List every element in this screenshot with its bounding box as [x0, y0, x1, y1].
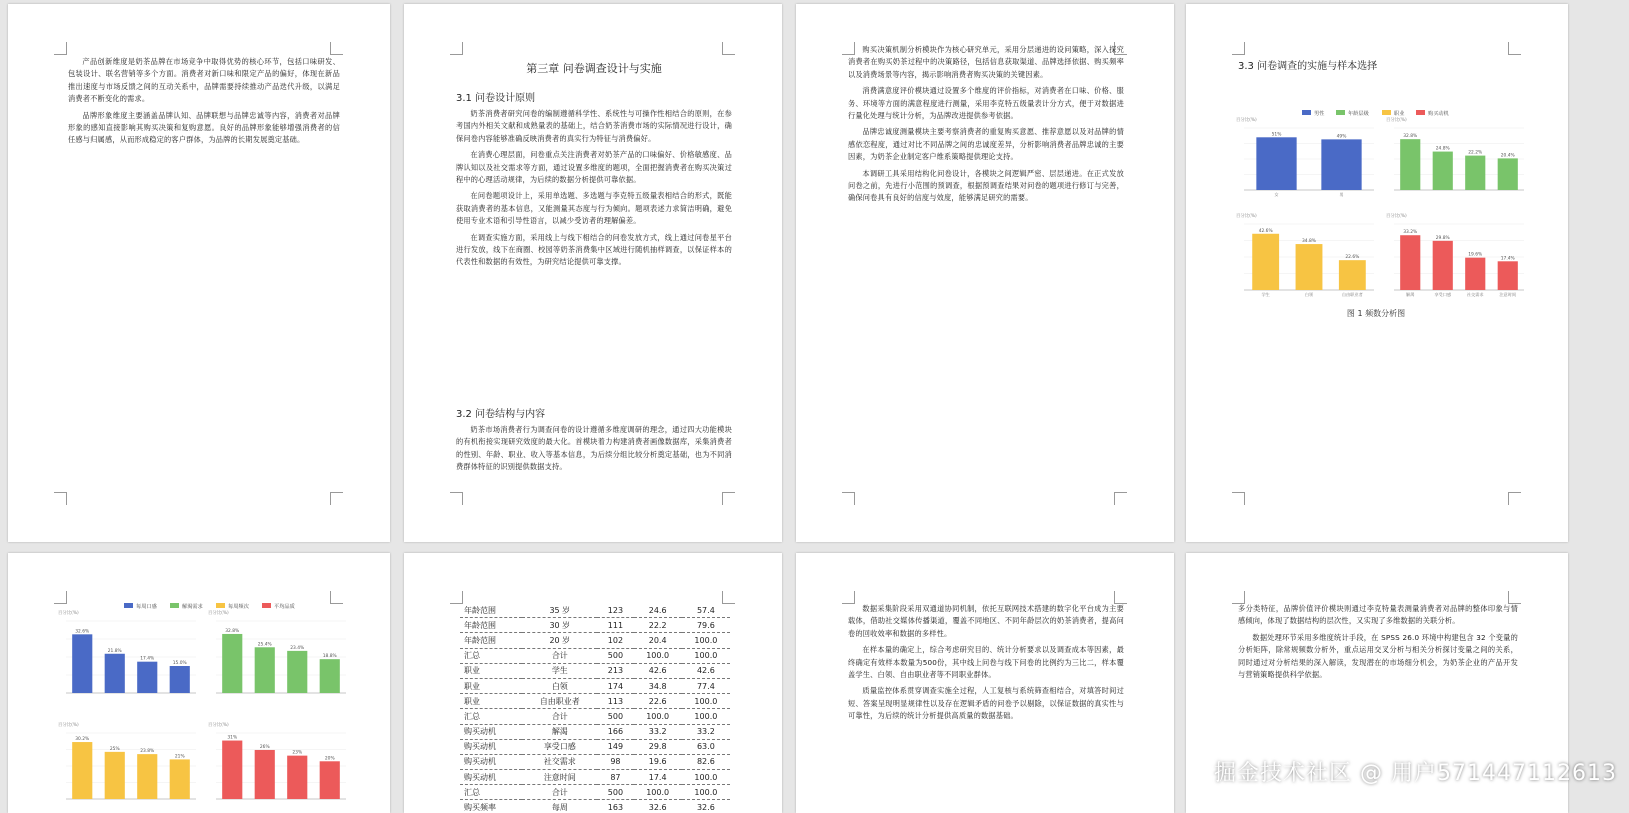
table-cell: 年龄范围	[460, 603, 522, 618]
data-label: 51%	[1271, 132, 1282, 138]
chart-bar	[255, 647, 275, 693]
crop-mark	[1232, 492, 1245, 505]
chart-bar	[137, 754, 157, 799]
table-cell: 学生	[522, 663, 597, 678]
x-tick-label: 解渴	[1406, 292, 1415, 297]
legend-label: 购买动机	[1428, 111, 1449, 117]
paragraph: 产品创新维度是奶茶品牌在市场竞争中取得优势的核心环节，包括口味研发、包装设计、联名营销等多个方面。消费者对新口味和限定产品的偏好，体现在新品推出速度与市场反馈之间的互动关系中，品牌需要持续推动产品迭代升级，以满足消费者不断变化的需求。	[68, 57, 340, 104]
table-cell: 35 岁	[522, 603, 597, 618]
table-cell: 174	[597, 678, 633, 693]
data-label: 32.6%	[75, 629, 90, 635]
y-axis-label: 百分比(%)	[1386, 118, 1407, 123]
chart-bar	[1339, 260, 1366, 290]
legend-swatch	[1382, 110, 1391, 115]
frequency-chart-figure	[1236, 108, 1526, 303]
frequency-chart-figure	[58, 601, 348, 811]
document-page-1	[8, 4, 390, 542]
chart-bar	[1252, 234, 1279, 290]
chart-bar	[1400, 139, 1420, 190]
table-cell: 42.6	[634, 663, 682, 678]
table-cell: 113	[597, 694, 633, 709]
table-cell: 34.8	[634, 678, 682, 693]
chart-bar	[1400, 235, 1420, 290]
table-cell: 102	[597, 633, 633, 648]
data-label: 23.4%	[290, 645, 305, 651]
figure-caption: 图 1 频数分析图	[1346, 309, 1406, 318]
chart-bar	[137, 662, 157, 693]
crop-mark	[722, 492, 735, 505]
chart-bar	[1256, 137, 1296, 190]
data-label: 34.8%	[1302, 239, 1316, 245]
table-cell: 汇总	[460, 709, 522, 724]
chart-panel	[1386, 212, 1524, 298]
paragraph: 奶茶消费者研究问卷的编制遵循科学性、系统性与可操作性相结合的原则，在参考国内外相关文献和成熟量表的基础上，结合奶茶消费市场的实际情况进行设计，确保问卷内容能够准确反映消费者的真实行为特征与消费偏好。	[456, 109, 732, 143]
chart-bar	[320, 761, 340, 799]
x-tick-label: 享受口感	[1434, 292, 1452, 297]
table-cell: 购买频率	[460, 800, 522, 813]
data-label: 29.8%	[1435, 235, 1450, 241]
table-row	[460, 724, 730, 739]
data-label: 24.8%	[1435, 146, 1450, 152]
table-cell: 166	[597, 724, 633, 739]
table-cell: 32.6	[634, 800, 682, 813]
data-label: 19.6%	[1468, 252, 1483, 258]
chart-bar	[170, 666, 190, 693]
data-label: 20.4%	[1500, 153, 1515, 159]
crop-mark	[842, 492, 855, 505]
body-text	[456, 108, 732, 269]
chart-bar	[105, 654, 125, 693]
document-page-6	[404, 553, 782, 813]
table-row	[460, 603, 730, 618]
table-cell: 79.6	[682, 618, 730, 633]
table-cell: 500	[597, 648, 633, 663]
paragraph: 在样本量的确定上，综合考虑研究目的、统计分析要求以及调查成本等因素，最终确定有效样本数量为500份，其中线上问卷与线下问卷的比例约为三比二，样本覆盖学生、白领、自由职业者等不同职业群体。	[848, 645, 1124, 680]
crop-mark	[1508, 492, 1521, 505]
chart-bar	[287, 756, 307, 799]
legend-swatch	[1302, 110, 1311, 115]
table-cell: 163	[597, 800, 633, 813]
chart-bar	[320, 659, 340, 693]
crop-mark	[1232, 42, 1245, 55]
paragraph: 购买决策机制分析模块作为核心研究单元，采用分层递进的设问策略，深入探究消费者在购买奶茶过程中的决策路径，包括信息获取渠道、品牌选择依据、购买频率以及消费场景等内容，揭示影响消费者购买决策的关键因素。	[848, 45, 1124, 79]
table-cell: 63.0	[682, 739, 730, 754]
chart-panel	[208, 721, 346, 799]
table-cell: 111	[597, 618, 633, 633]
x-tick-label: 注意时间	[1499, 292, 1517, 297]
table-cell: 购买动机	[460, 724, 522, 739]
section-title: 3.1 问卷设计原则	[456, 93, 536, 104]
table-cell: 年龄范围	[460, 618, 522, 633]
chart-bar	[1498, 158, 1518, 190]
data-label: 32.8%	[225, 628, 240, 634]
chart-bar	[1465, 156, 1485, 190]
table-cell: 合计	[522, 785, 597, 800]
crop-mark	[1508, 42, 1521, 55]
crop-mark	[54, 42, 67, 55]
chart-bar	[1433, 241, 1453, 290]
y-axis-label: 百分比(%)	[58, 611, 79, 616]
crop-mark	[330, 492, 343, 505]
legend-swatch	[1336, 110, 1345, 115]
paragraph: 数据采集阶段采用双通道协同机制，依托互联网技术搭建的数字化平台成为主要载体，借助社交媒体传播渠道，覆盖不同地区、不同年龄层次的奶茶消费者，提高问卷的回收效率和数据的多样性。	[848, 604, 1124, 638]
table-cell: 32.6	[682, 800, 730, 813]
crop-mark	[330, 42, 343, 55]
x-tick-label: 学生	[1261, 292, 1270, 297]
table-cell: 33.2	[634, 724, 682, 739]
legend-label: 每周口感	[136, 604, 157, 610]
body-text	[68, 56, 340, 147]
x-tick-label: 社交需求	[1466, 292, 1484, 297]
legend-label: 职业	[1394, 111, 1405, 117]
table-cell: 注意时间	[522, 770, 597, 785]
table-row	[460, 770, 730, 785]
data-label: 21%	[174, 754, 185, 760]
chart-bar	[72, 634, 92, 693]
table-row	[460, 800, 730, 813]
data-label: 17.4%	[1500, 256, 1515, 262]
body-text	[848, 603, 1124, 723]
legend-swatch	[262, 603, 271, 608]
table-cell: 合计	[522, 709, 597, 724]
data-label: 32.8%	[1403, 134, 1418, 140]
legend-label: 解渴需求	[182, 604, 203, 610]
crop-mark	[54, 492, 67, 505]
document-page-7	[796, 553, 1174, 813]
data-label: 25.4%	[257, 642, 272, 648]
table-cell: 自由职业者	[522, 694, 597, 709]
legend-swatch	[124, 603, 133, 608]
paragraph: 质量监控体系贯穿调查实施全过程，人工复核与系统筛查相结合，对填答时间过短、答案呈现明显规律性以及存在逻辑矛盾的问卷予以剔除，以保证数据的真实性与可靠性，为后续的统计分析提供高质量的数据基础。	[848, 686, 1124, 721]
table-cell: 购买动机	[460, 739, 522, 754]
chart-bar	[1498, 261, 1518, 290]
table-row	[460, 694, 730, 709]
legend-label: 平均品质	[274, 604, 295, 610]
chart-bar	[105, 752, 125, 799]
chart-panel	[1386, 116, 1524, 190]
table-cell: 500	[597, 785, 633, 800]
table-cell: 33.2	[682, 724, 730, 739]
document-page-4	[1186, 4, 1568, 542]
table-cell: 19.6	[634, 754, 682, 769]
table-row	[460, 739, 730, 754]
table-cell: 100.0	[634, 709, 682, 724]
table-cell: 100.0	[682, 633, 730, 648]
data-label: 20%	[324, 756, 335, 762]
table-cell: 享受口感	[522, 739, 597, 754]
data-label: 33.2%	[1403, 230, 1418, 236]
chart-panel	[1236, 212, 1374, 298]
legend-swatch	[1416, 110, 1425, 115]
table-row	[460, 754, 730, 769]
paragraph: 本调研工具采用结构化问卷设计，各模块之间逻辑严密、层层递进。在正式发放问卷之前，先进行小范围的预调查，根据预调查结果对问卷的题项进行修订与完善，确保问卷具有良好的信度与效度，能够满足研究的需要。	[848, 168, 1124, 203]
table-cell: 每周	[522, 800, 597, 813]
table-cell: 职业	[460, 663, 522, 678]
table-cell: 500	[597, 709, 633, 724]
table-cell: 合计	[522, 648, 597, 663]
data-label: 42.6%	[1258, 228, 1273, 234]
paragraph: 消费满意度评价模块通过设置多个维度的评价指标，对消费者在口味、价格、服务、环境等方面的满意程度进行测量，采用李克特五级量表计分方式，便于对数据进行量化处理与统计分析，为品牌改进提供参考依据。	[848, 86, 1124, 121]
data-label: 17.4%	[140, 656, 155, 662]
table-row	[460, 709, 730, 724]
table-cell: 100.0	[682, 770, 730, 785]
chart-bar	[1465, 258, 1485, 290]
paragraph: 品牌忠诚度测量模块主要考察消费者的重复购买意愿、推荐意愿以及对品牌的情感依恋程度，通过对比不同品牌之间的忠诚度差异，分析影响消费者品牌忠诚的主要因素，为奶茶企业制定客户维系策略提供理论支持。	[848, 127, 1124, 162]
data-label: 30.2%	[75, 737, 90, 743]
chart-bar	[72, 742, 92, 799]
table-row	[460, 678, 730, 693]
chart-bar	[255, 750, 275, 799]
paragraph: 数据处理环节采用多维度统计手段，在 SPSS 26.0 环境中构建包含 32 个变量的分析矩阵，除常规频数分析外，重点运用交叉分析与相关分析探讨变量之间的关系，同时通过对分析结果的深入解读，发现潜在的市场细分机会，为奶茶企业的产品开发与营销策略提供科学依据。	[1238, 632, 1518, 680]
chart-panel	[1236, 116, 1374, 198]
crop-mark	[450, 42, 463, 55]
table-cell: 42.6	[682, 663, 730, 678]
chart-panel	[58, 721, 196, 799]
legend-swatch	[170, 603, 179, 608]
data-label: 21.8%	[107, 648, 122, 654]
crop-mark	[722, 42, 735, 55]
table-cell: 白领	[522, 678, 597, 693]
table-cell: 100.0	[634, 785, 682, 800]
chart-panel	[58, 609, 196, 693]
data-label: 25%	[109, 746, 120, 752]
table-cell: 87	[597, 770, 633, 785]
data-label: 49%	[1336, 134, 1347, 140]
legend-label: 每周频次	[228, 604, 249, 610]
data-label: 15.0%	[172, 661, 187, 666]
chart-bar	[170, 759, 190, 799]
body-text	[1238, 603, 1518, 681]
watermark: 掘金技术社区 @ 用户571447112613	[1214, 761, 1617, 786]
table-cell: 购买动机	[460, 754, 522, 769]
chart-panel	[208, 609, 346, 693]
chart-bar	[222, 741, 242, 799]
table-cell: 17.4	[634, 770, 682, 785]
paragraph: 多分类特征，品牌价值评价模块则通过李克特量表测量消费者对品牌的整体印象与情感倾向，体现了数据结构的层次性，又实现了多维数据的关联分析。	[1238, 604, 1518, 626]
table-cell: 123	[597, 603, 633, 618]
data-label: 22.2%	[1468, 150, 1483, 156]
chapter-title: 第三章 问卷调查设计与实施	[526, 62, 662, 75]
table-cell: 100.0	[682, 694, 730, 709]
crop-mark	[1114, 492, 1127, 505]
table-cell: 职业	[460, 694, 522, 709]
table-cell: 98	[597, 754, 633, 769]
crop-mark	[450, 492, 463, 505]
table-cell: 20 岁	[522, 633, 597, 648]
section-title: 3.3 问卷调查的实施与样本选择	[1238, 61, 1378, 72]
table-cell: 100.0	[682, 648, 730, 663]
table-cell: 100.0	[682, 785, 730, 800]
chart-bar	[222, 634, 242, 693]
table-row	[460, 663, 730, 678]
table-cell: 149	[597, 739, 633, 754]
legend-label: 年龄层级	[1348, 111, 1369, 117]
y-axis-label: 百分比(%)	[208, 723, 229, 728]
data-label: 23%	[292, 750, 303, 756]
y-axis-label: 百分比(%)	[1236, 214, 1257, 219]
paragraph: 在问卷题项设计上，采用单选题、多选题与李克特五级量表相结合的形式，既能获取消费者的基本信息，又能测量其态度与行为倾向。题项表述力求简洁明确，避免使用专业术语和引导性语言，以减少受访者的理解偏差。	[456, 191, 732, 226]
table-row	[460, 618, 730, 633]
paragraph: 在调查实施方面，采用线上与线下相结合的问卷发放方式，线上通过问卷星平台进行发放，线下在商圈、校园等奶茶消费集中区域进行随机抽样调查，以保证样本的代表性和数据的有效性，为研究结论提供可靠支撑。	[456, 232, 732, 267]
document-page-2	[404, 4, 782, 542]
x-tick-label: 女	[1274, 192, 1279, 197]
table-cell: 22.6	[634, 694, 682, 709]
table-row	[460, 633, 730, 648]
y-axis-label: 百分比(%)	[1386, 214, 1407, 219]
table-cell: 社交需求	[522, 754, 597, 769]
table-cell: 57.4	[682, 603, 730, 618]
table-cell: 解渴	[522, 724, 597, 739]
data-label: 18.8%	[322, 654, 337, 660]
chart-bar	[287, 651, 307, 693]
data-label: 31%	[227, 735, 238, 741]
y-axis-label: 百分比(%)	[208, 611, 229, 616]
document-page-3	[796, 4, 1174, 542]
frequency-table	[460, 603, 730, 813]
y-axis-label: 百分比(%)	[1236, 118, 1257, 123]
legend-swatch	[216, 603, 225, 608]
table-cell: 24.6	[634, 603, 682, 618]
table-cell: 82.6	[682, 754, 730, 769]
x-tick-label: 自由职业者	[1341, 292, 1363, 297]
table-cell: 100.0	[682, 709, 730, 724]
table-row	[460, 648, 730, 663]
data-label: 26%	[259, 744, 270, 750]
table-cell: 30 岁	[522, 618, 597, 633]
table-cell: 100.0	[634, 648, 682, 663]
table-cell: 213	[597, 663, 633, 678]
document-page-5	[8, 553, 390, 813]
chart-bar	[1296, 244, 1323, 290]
table-cell: 22.2	[634, 618, 682, 633]
paragraph: 奶茶市场消费者行为调查问卷的设计遵循多维度调研的理念，通过四大功能模块的有机衔接实现研究效度的最大化。首模块着力构建消费者画像数据库，采集消费者的性别、年龄、职业、收入等基本信息，为后续分组比较分析奠定基础，也为不同消费群体特征的识别提供数据支持。	[456, 425, 732, 472]
x-tick-label: 白领	[1304, 292, 1314, 297]
body-text	[848, 44, 1124, 205]
body-text	[456, 424, 732, 474]
x-tick-label: 男	[1339, 192, 1344, 197]
paragraph: 品牌形象维度主要涵盖品牌认知、品牌联想与品牌忠诚等内容，消费者对品牌形象的感知直接影响其购买决策和复购意愿。良好的品牌形象能够增强消费者的信任感与归属感，从而形成稳定的客户群体，为品牌的长期发展奠定基础。	[68, 110, 340, 145]
table-cell: 购买动机	[460, 770, 522, 785]
chart-bar	[1321, 139, 1361, 190]
table-cell: 汇总	[460, 648, 522, 663]
table-cell: 年龄范围	[460, 633, 522, 648]
y-axis-label: 百分比(%)	[58, 723, 79, 728]
chart-bar	[1433, 152, 1453, 190]
data-label: 22.6%	[1345, 255, 1360, 261]
paragraph: 在消费心理层面，问卷重点关注消费者对奶茶产品的口味偏好、价格敏感度、品牌认知以及社交需求等方面，通过设置多维度的题项，全面把握消费者在购买决策过程中的心理活动规律，为后续的数据分析提供可靠依据。	[456, 150, 732, 185]
legend-label: 男性	[1314, 111, 1325, 117]
section-title: 3.2 问卷结构与内容	[456, 409, 546, 420]
table-row	[460, 785, 730, 800]
table-cell: 29.8	[634, 739, 682, 754]
data-label: 23.8%	[140, 749, 155, 755]
table-cell: 20.4	[634, 633, 682, 648]
table-cell: 汇总	[460, 785, 522, 800]
table-cell: 职业	[460, 678, 522, 693]
table-cell: 77.4	[682, 678, 730, 693]
